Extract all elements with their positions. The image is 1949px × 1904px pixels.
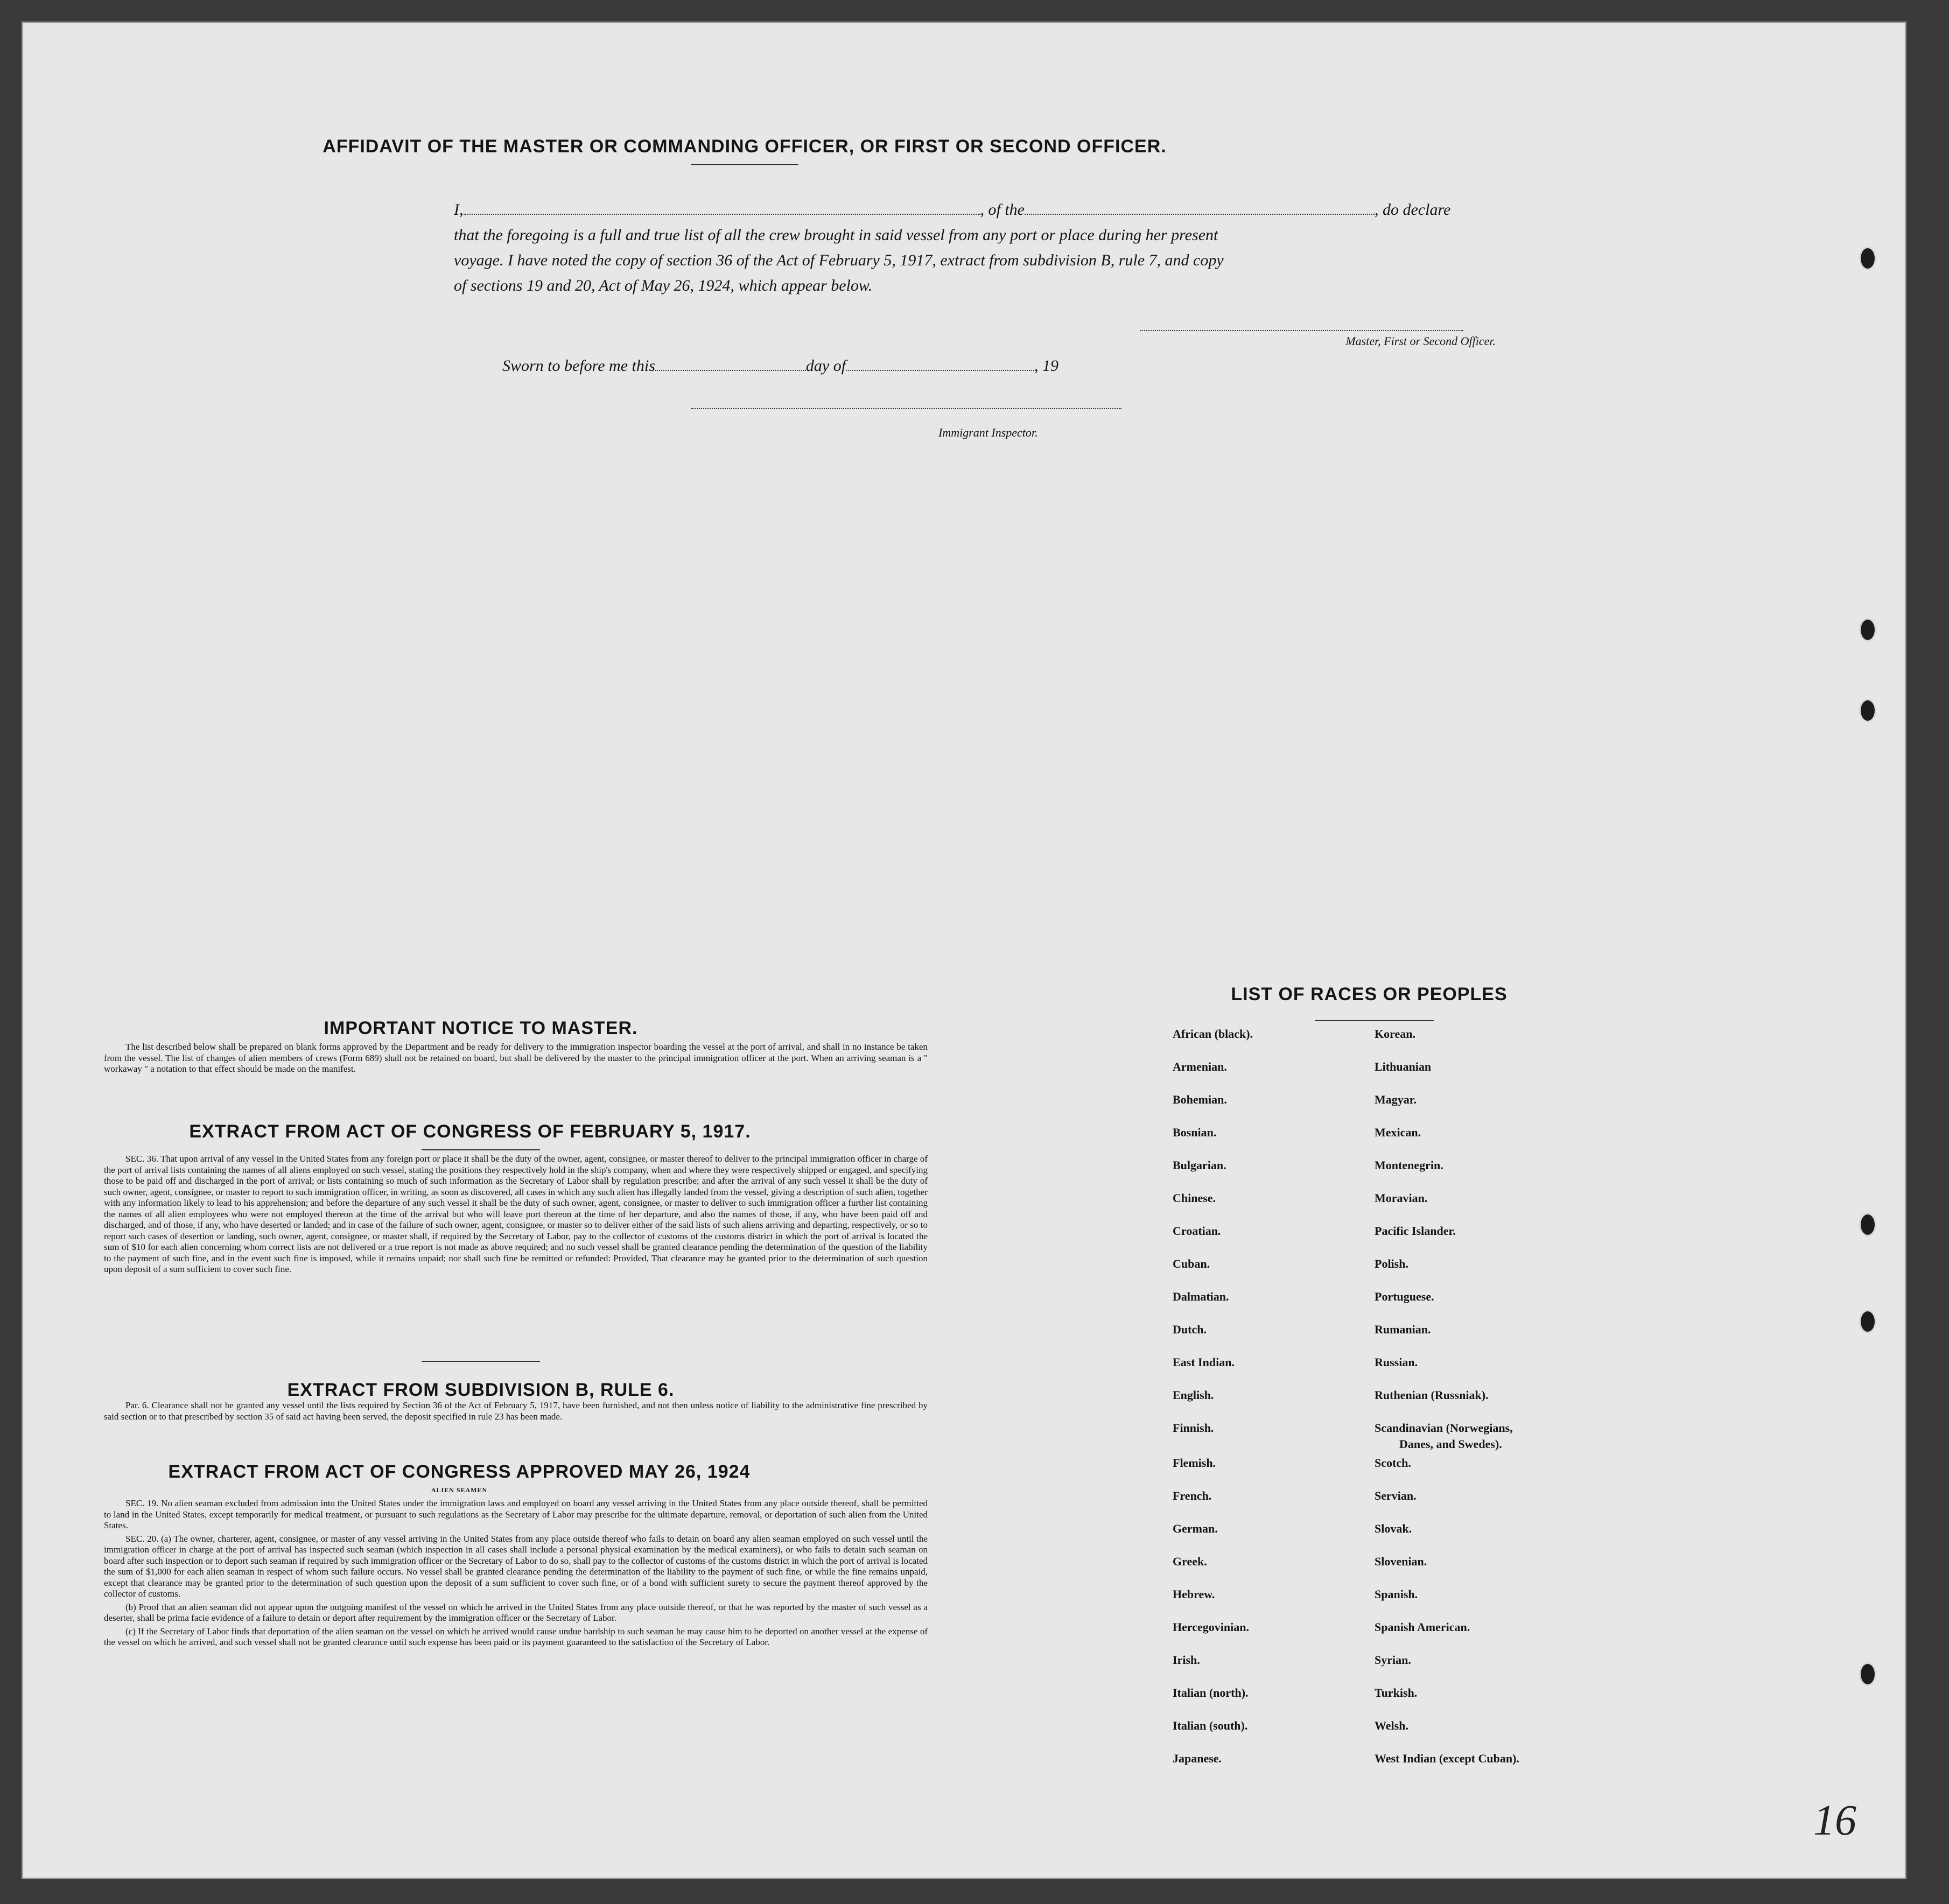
extract-1924-sec20c: (c) If the Secretary of Labor finds that deportation of the alien seaman on the vessel on which he arrived would cause undue hardship to such seaman he may cause him to be deported on another vessel at the expense of the vessel on which he arrived, and such vessel shall not be granted clearance until such expense has been paid or its payment guaranteed to the satisfaction of the Secretary of Labor.	[104, 1626, 928, 1647]
extract-1924-sec20a: SEC. 20. (a) The owner, charterer, agent, consignee, or master of any vessel arriving in the United States from any place outside thereof who fails to detain on board any alien seaman employed on such vessel until the immigration officer in charge at the port of arrival has inspected such seaman (which inspection in all cases shall include a personal physical examination by the medical examiners), or who fails to detain such seaman on board after such inspection or to deport such seaman if required by such immigration officer or the Secretary of Labor to do so, shall pay to the collector of customs of the customs district in which the port of arrival is located the sum of $1,000 for each alien seaman in respect of whom such failure occurs. No vessel shall be granted clearance pending the determination of the liability to the payment of such fine, or while the fine remains unpaid, except that clearance may be granted prior to the determination of such question upon the deposit of a sum sufficient to cover such fine, or of a bond with sufficient surety to secure the payment thereof approved by the collector of customs.	[104, 1533, 928, 1599]
binder-hole	[1859, 1213, 1876, 1236]
race-item: Montenegrin.	[1375, 1158, 1443, 1172]
race-item: French.	[1173, 1489, 1212, 1502]
race-item: Greek.	[1173, 1555, 1207, 1568]
race-item: Spanish American.	[1375, 1620, 1470, 1634]
extract-1917-title: EXTRACT FROM ACT OF CONGRESS OF FEBRUARY 5, 1917.	[189, 1121, 751, 1142]
race-item: Hebrew.	[1173, 1587, 1215, 1601]
signature-line[interactable]	[1140, 330, 1463, 331]
race-item: German.	[1173, 1522, 1218, 1535]
extract-1924-sec19: SEC. 19. No alien seaman excluded from admission into the United States under the immigration laws and employed on board any vessel arriving in the United States from any place outside thereof, shall be permitted to land in the United States, except temporarily for medical treatment, or pursuant to such regulations as the Secretary of Labor may prescribe for the ultimate departure, removal, or deportation of such alien from the United States.	[104, 1498, 928, 1530]
race-item: Dutch.	[1173, 1323, 1207, 1336]
race-item: West Indian (except Cuban).	[1375, 1752, 1519, 1765]
race-item: Japanese.	[1173, 1752, 1222, 1765]
vessel-field[interactable]	[1025, 214, 1375, 215]
notice-text	[104, 1042, 928, 1077]
title-rule	[691, 164, 798, 165]
race-item: Bosnian.	[1173, 1126, 1217, 1139]
race-item: East Indian.	[1173, 1355, 1235, 1369]
sworn-day-of: day of	[805, 357, 846, 375]
affidavit-line-2: that the foregoing is a full and true list of all the crew brought in said vessel from any port or place during her present	[454, 226, 1218, 244]
inspector-signature-line[interactable]	[691, 408, 1121, 409]
race-item: Cuban.	[1173, 1257, 1210, 1270]
affidavit-line-4: of sections 19 and 20, Act of May 26, 1924, which appear below.	[454, 277, 873, 294]
race-item: Rumanian.	[1375, 1323, 1431, 1336]
sworn-line	[502, 357, 1202, 375]
extract-1917-text	[104, 1154, 928, 1277]
race-item: Flemish.	[1173, 1456, 1216, 1470]
sworn-day-field[interactable]	[655, 370, 806, 371]
inspector-label: Immigrant Inspector.	[938, 426, 1038, 439]
affidavit-declare: , do declare	[1375, 201, 1451, 219]
binder-hole	[1859, 247, 1876, 270]
page-number: 16	[1813, 1797, 1856, 1844]
race-item: Slovak.	[1375, 1522, 1412, 1535]
race-item: Bohemian.	[1173, 1093, 1227, 1106]
binder-hole	[1859, 1662, 1876, 1686]
race-item: Irish.	[1173, 1653, 1200, 1667]
race-item: Slovenian.	[1375, 1555, 1427, 1568]
race-item: Polish.	[1375, 1257, 1408, 1270]
race-item: African (black).	[1173, 1027, 1253, 1041]
races-title: LIST OF RACES OR PEOPLES	[1231, 984, 1508, 1004]
race-item: Danes, and Swedes).	[1399, 1437, 1502, 1451]
notice-title: IMPORTANT NOTICE TO MASTER.	[324, 1018, 638, 1038]
race-item: Mexican.	[1375, 1126, 1421, 1139]
race-item: Hercegovinian.	[1173, 1620, 1249, 1634]
race-item: Welsh.	[1375, 1719, 1408, 1732]
section-rule	[422, 1361, 540, 1362]
section-rule	[1315, 1020, 1434, 1021]
extract-1924-title: EXTRACT FROM ACT OF CONGRESS APPROVED MAY 26, 1924	[168, 1462, 751, 1482]
extract-rule6-title: EXTRACT FROM SUBDIVISION B, RULE 6.	[287, 1380, 675, 1400]
race-item: Dalmatian.	[1173, 1290, 1229, 1303]
affidavit-declaration-line	[454, 201, 1504, 219]
manifest-sheet	[22, 22, 1906, 1879]
race-item: Lithuanian	[1375, 1060, 1432, 1073]
race-item: Portuguese.	[1375, 1290, 1434, 1303]
race-item: Pacific Islander.	[1375, 1224, 1456, 1238]
race-item: Servian.	[1375, 1489, 1417, 1502]
race-item: Scotch.	[1375, 1456, 1411, 1470]
sworn-label: Sworn to before me this	[502, 357, 655, 375]
extract-1917-paragraph: SEC. 36. That upon arrival of any vessel in the United States from any foreign port or place it shall be the duty of the owner, agent, consignee, or master thereof to deliver to the principal immigration officer in charge of the port of arrival lists containing the names of all aliens employed on such vessel, stating the positions they respectively hold in the ship's company, when and where they were respectively shipped or engaged, and specifying those to be paid off and discharged in the port of arrival; or lists containing so much of such information as the Secretary of Labor shall by regulation prescribe; and after the arrival of any such vessel it shall be the duty of such owner, agent, consignee, or master to report to such immigration officer, in writing, as soon as discovered, all cases in which any such alien has illegally landed from the vessel, giving a description of such alien, together with any information likely to lead to his apprehension; and before the departure of any such vessel it shall be the duty of such owner, agent, consignee, or master to deliver to such immigration officer a further list containing the names of all alien employees who were not employed thereon at the time of the arrival but who will leave port thereon at the time of her departure, and also the names of those, if any, who have been paid off and discharged, and of those, if any, who have deserted or landed; and in case of the failure of such owner, agent, consignee, or master so to deliver either of the said lists of such aliens arriving and departing, respectively, or so to report such cases of desertion or landing, such owner, agent, consignee, or master shall, if required by the Secretary of Labor, pay to the collector of customs of the customs district in which the port of arrival is located the sum of $10 for each alien concerning whom correct lists are not delivered or a true report is not made as above required; and no such vessel shall be granted clearance pending the determination of the question of the liability to the payment of such fine, and in the event such fine is imposed, while it remains unpaid; nor shall such fine be remitted or refunded: Provided, That clearance may be granted prior to the determination of such question upon deposit of a sum sufficient to cover such fine.	[104, 1154, 928, 1274]
binder-hole	[1859, 699, 1876, 722]
race-item: Syrian.	[1375, 1653, 1411, 1667]
extract-1924-subtitle: ALIEN SEAMEN	[431, 1486, 488, 1494]
extract-1924-text	[104, 1498, 928, 1650]
affidavit-i: I,	[454, 201, 464, 219]
name-field[interactable]	[464, 214, 980, 215]
race-item: Spanish.	[1375, 1587, 1418, 1601]
race-item: Turkish.	[1375, 1686, 1418, 1699]
race-item: Korean.	[1375, 1027, 1415, 1041]
affidavit-title: AFFIDAVIT OF THE MASTER OR COMMANDING OFFICER, OR FIRST OR SECOND OFFICER.	[323, 136, 1167, 157]
sworn-year: , 19	[1034, 357, 1059, 375]
race-item: Chinese.	[1173, 1191, 1216, 1205]
sworn-month-field[interactable]	[846, 370, 1034, 371]
extract-1924-sec20b: (b) Proof that an alien seaman did not appear upon the outgoing manifest of the vessel on which he arrived in the United States from any place outside thereof, or that he was reported by the master of such vessel as a deserter, shall be prima facie evidence of a failure to detain or deport after requirement by the immigration officer or the Secretary of Labor.	[104, 1601, 928, 1623]
section-rule	[422, 1149, 540, 1150]
extract-rule6-text	[104, 1400, 928, 1424]
affidavit-of-the: , of the	[980, 201, 1025, 219]
race-item: Ruthenian (Russniak).	[1375, 1388, 1489, 1402]
race-item: Magyar.	[1375, 1093, 1417, 1106]
race-item: Italian (south).	[1173, 1719, 1248, 1732]
notice-paragraph: The list described below shall be prepared on blank forms approved by the Department and be ready for delivery to the immigration inspector boarding the vessel at the port of arrival, and shall in no instance be taken from the vessel. The list of changes of alien members of crews (Form 689) shall not be retained on board, but shall be delivered by the master to the principal immigration officer at the port. When an arriving seaman is a " workaway " a notation to that effect should be made on the manifest.	[104, 1042, 928, 1074]
race-item: Scandinavian (Norwegians,	[1375, 1421, 1513, 1435]
race-item: Bulgarian.	[1173, 1158, 1226, 1172]
race-item: Armenian.	[1173, 1060, 1227, 1073]
extract-rule6-paragraph: Par. 6. Clearance shall not be granted any vessel until the lists required by Section 36 of the Act of February 5, 1917, have been furnished, and not then unless notice of liability to the administrative fine prescribed by said section or to that prescribed by section 35 of said act having been served, the deposit specified in rule 23 has been made.	[104, 1400, 928, 1422]
race-item: Moravian.	[1375, 1191, 1428, 1205]
race-item: English.	[1173, 1388, 1214, 1402]
binder-hole	[1859, 618, 1876, 642]
race-item: Finnish.	[1173, 1421, 1214, 1435]
signature-label: Master, First or Second Officer.	[1345, 334, 1496, 348]
race-item: Russian.	[1375, 1355, 1418, 1369]
affidavit-line-3: voyage. I have noted the copy of section 36 of the Act of February 5, 1917, extract from subdivision B, rule 7, and copy	[454, 251, 1224, 269]
race-item: Croatian.	[1173, 1224, 1221, 1238]
binder-hole	[1859, 1310, 1876, 1333]
race-item: Italian (north).	[1173, 1686, 1249, 1699]
